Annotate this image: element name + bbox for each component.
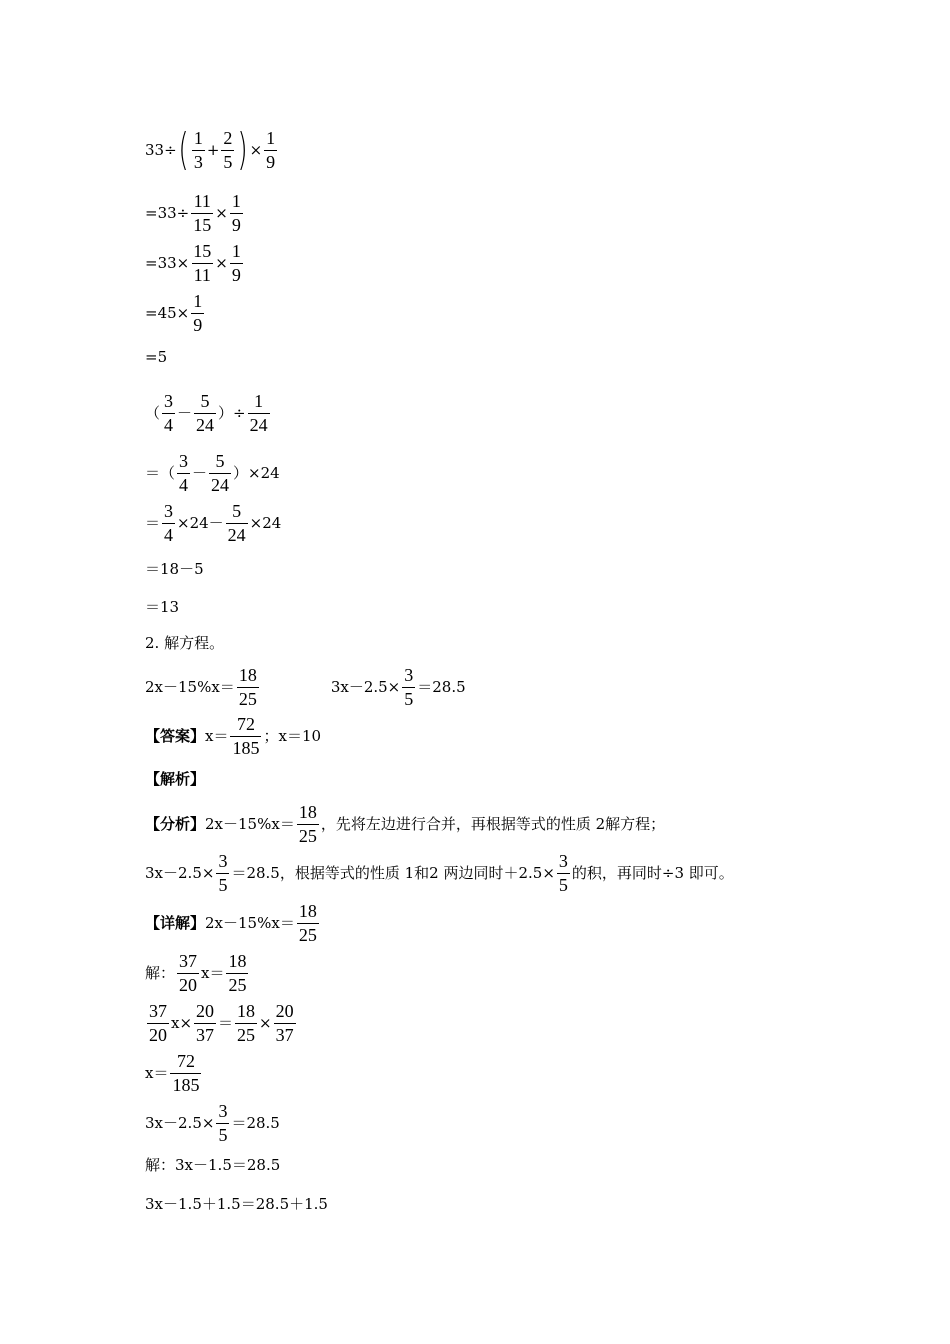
text: 【解析】 xyxy=(145,770,206,788)
detail-label: 【详解】 xyxy=(145,913,206,932)
left-paren: ( xyxy=(178,124,189,175)
fraction: $\frac{11}{15}$ xyxy=(193,191,212,235)
fraction: $\frac{1}{24}$ xyxy=(249,391,268,435)
fenxi-line1 xyxy=(145,803,665,846)
detail-line2 xyxy=(145,952,250,995)
operator: × xyxy=(215,253,228,272)
text: 2. 解方程。 xyxy=(145,634,225,652)
text: x× xyxy=(171,1013,193,1032)
text: ，先将左边进行合并，再根据等式的性质 2解方程； xyxy=(320,814,666,833)
fraction: $\frac{20}{37}$ xyxy=(275,1001,294,1045)
text: ＝ xyxy=(218,1013,234,1032)
text: 3x－2.5× xyxy=(330,677,401,696)
calc2-step3 xyxy=(145,562,204,577)
fraction: $\frac{18}{25}$ xyxy=(298,901,317,945)
text: x＝ xyxy=(205,726,229,745)
text: ＝13 xyxy=(145,598,180,616)
detail-line3 xyxy=(145,1002,298,1045)
text: x＝ xyxy=(145,1063,169,1082)
fraction: $\frac{72}{185}$ xyxy=(232,714,260,758)
text: =5 xyxy=(145,348,168,366)
text: （ xyxy=(145,403,161,422)
text: 2x－15%x＝ xyxy=(205,913,295,932)
text: 3x－2.5× xyxy=(145,863,215,882)
text: ＝18－5 xyxy=(145,560,204,578)
fraction: $\frac{1}{9}$ xyxy=(231,191,241,235)
number: 33 xyxy=(145,140,165,159)
operator: × xyxy=(215,203,228,222)
fraction: $\frac{3}{4}$ xyxy=(164,391,174,435)
text: 2x－15%x＝ xyxy=(145,677,235,696)
calc2-step2 xyxy=(145,502,281,545)
text: × xyxy=(259,1013,272,1032)
detail-line6 xyxy=(145,1158,280,1173)
fraction: $\frac{15}{11}$ xyxy=(193,241,212,285)
fraction: $\frac{18}{25}$ xyxy=(238,665,257,709)
text: ＝28.5，根据等式的性质 1和2 两边同时＋2.5× xyxy=(231,863,555,882)
calc2-step4 xyxy=(145,600,179,615)
text: 解：3x－1.5＝28.5 xyxy=(145,1156,281,1174)
calc1-step2 xyxy=(145,242,245,285)
text: ；x＝10 xyxy=(263,726,322,745)
text: ）÷ xyxy=(218,403,246,422)
fraction: $\frac{37}{20}$ xyxy=(149,1001,167,1045)
text: ＝28.5 xyxy=(231,1113,280,1132)
fraction: $\frac{72}{185}$ xyxy=(172,1051,200,1095)
detail-line7 xyxy=(145,1197,328,1212)
fraction: $\frac{18}{25}$ xyxy=(298,802,317,846)
fraction: $\frac{1}{9}$ xyxy=(231,241,241,285)
answer-line xyxy=(145,715,321,758)
operator: × xyxy=(249,140,263,159)
operator: ÷ xyxy=(164,140,177,159)
fraction: $\frac{5}{24}$ xyxy=(196,391,215,435)
text: 解： xyxy=(145,963,176,982)
fraction: $\frac{3}{5}$ xyxy=(404,665,414,709)
fraction: $\frac{5}{24}$ xyxy=(227,501,246,545)
text: 的积，再同时÷3 即可。 xyxy=(571,863,734,882)
fraction: $\frac{3}{5}$ xyxy=(558,851,568,895)
text: =45× xyxy=(145,303,190,322)
fraction: $\frac{37}{20}$ xyxy=(179,951,198,995)
operator: + xyxy=(206,140,220,159)
detail-line5 xyxy=(145,1102,280,1145)
detail-line4 xyxy=(145,1052,203,1095)
calc2-expression xyxy=(145,392,272,435)
operator: － xyxy=(192,463,208,482)
fenxi-line2 xyxy=(145,852,734,895)
fraction: $\frac{1}{9}$ xyxy=(266,127,276,172)
fraction: $\frac{18}{25}$ xyxy=(228,951,247,995)
fraction: $\frac{3}{5}$ xyxy=(218,1101,228,1145)
fenxi-label: 【分析】 xyxy=(145,814,206,833)
text: 2x－15%x＝ xyxy=(205,814,295,833)
text: =33÷ xyxy=(145,203,190,222)
text: ×24 xyxy=(249,513,282,532)
question-equations xyxy=(145,666,466,709)
text: ＝（ xyxy=(145,463,176,482)
calc2-step1 xyxy=(145,452,280,495)
fraction: $\frac{1}{9}$ xyxy=(193,291,203,335)
text: ×24－ xyxy=(177,513,224,532)
right-paren: ) xyxy=(237,124,249,175)
text: ＝ xyxy=(145,513,161,532)
calc1-step3 xyxy=(145,292,206,335)
analysis-label xyxy=(145,772,205,787)
fraction: $\frac{20}{37}$ xyxy=(196,1001,215,1045)
text: 3x－1.5＋1.5＝28.5＋1.5 xyxy=(145,1195,328,1213)
answer-label: 【答案】 xyxy=(145,726,206,745)
text: 3x－2.5× xyxy=(145,1113,215,1132)
fraction: $\frac{5}{24}$ xyxy=(211,451,230,495)
calc1-expression xyxy=(145,124,279,175)
calc1-step4 xyxy=(145,350,167,365)
text: ＝28.5 xyxy=(417,677,466,696)
question-title xyxy=(145,636,224,651)
fraction: $\frac{3}{5}$ xyxy=(218,851,228,895)
fraction: $\frac{1}{3}$ xyxy=(193,127,203,172)
detail-line1 xyxy=(145,902,321,945)
fraction: $\frac{18}{25}$ xyxy=(237,1001,256,1045)
fraction: $\frac{2}{5}$ xyxy=(223,127,233,172)
text: =33× xyxy=(145,253,190,272)
fraction: $\frac{3}{4}$ xyxy=(179,451,189,495)
operator: － xyxy=(177,403,193,422)
fraction: $\frac{3}{4}$ xyxy=(164,501,174,545)
calc1-step1 xyxy=(145,192,245,235)
text: ）×24 xyxy=(233,463,280,482)
text: x＝ xyxy=(201,963,225,982)
